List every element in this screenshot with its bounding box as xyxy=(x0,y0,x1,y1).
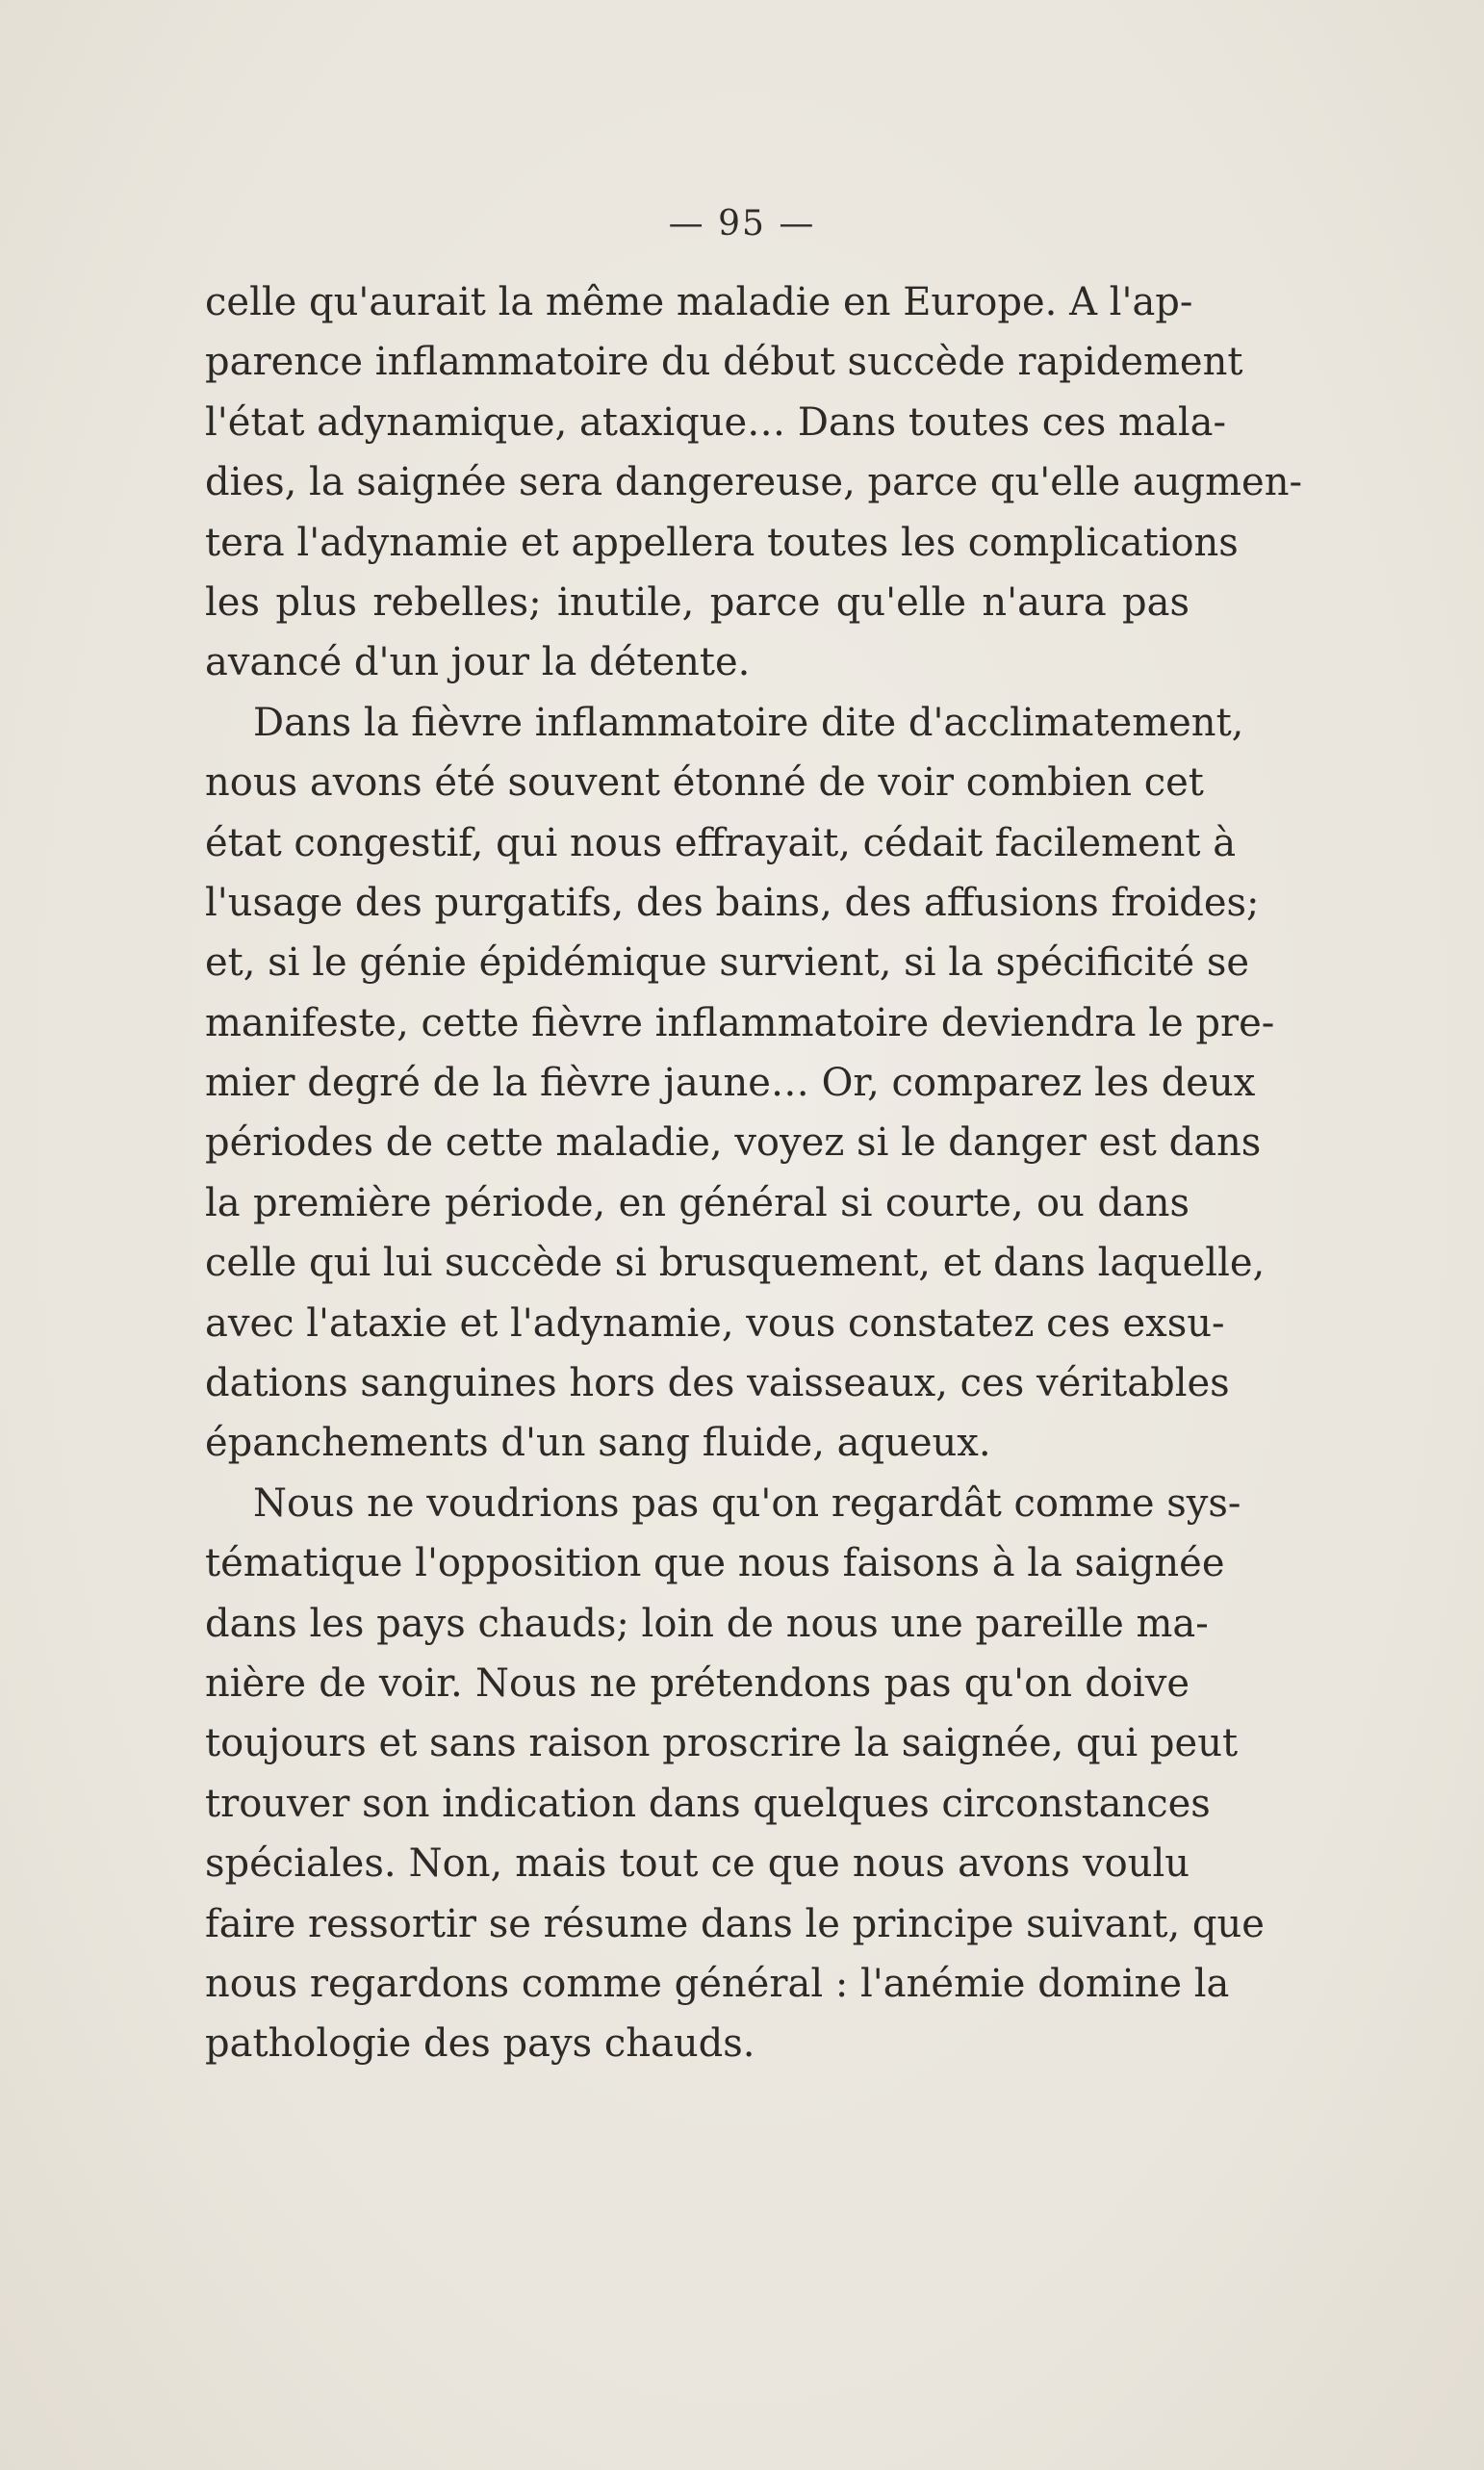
text-line: pathologie des pays chauds. xyxy=(205,2021,755,2067)
text-line: avec l'ataxie et l'adynamie, vous constatez ces exsu- xyxy=(205,1300,1225,1346)
text-line: Dans la fièvre inflammatoire dite d'acclimatement, xyxy=(253,700,1244,745)
text-line: toujours et sans raison proscrire la saignée, qui peut xyxy=(205,1721,1239,1766)
text-line: dations sanguines hors des vaisseaux, ces véritables xyxy=(205,1361,1230,1406)
body-text xyxy=(205,272,1302,2074)
text-line: avancé d'un jour la détente. xyxy=(205,640,751,685)
text-line: nière de voir. Nous ne prétendons pas qu'on doive xyxy=(205,1660,1190,1706)
text-line: l'état adynamique, ataxique… Dans toutes ces mala- xyxy=(205,399,1226,445)
text-line: les plus rebelles; inutile, parce qu'elle n'aura pas xyxy=(205,579,1190,625)
text-line: la première période, en général si courte, ou dans xyxy=(205,1180,1190,1225)
text-line: état congestif, qui nous effrayait, cédait facilement à xyxy=(205,820,1237,865)
text-line: Nous ne voudrions pas qu'on regardât comme sys- xyxy=(253,1480,1241,1526)
text-line: l'usage des purgatifs, des bains, des affusions froides; xyxy=(205,880,1260,925)
text-line: spéciales. Non, mais tout ce que nous avons voulu xyxy=(205,1841,1190,1887)
text-line: épanchements d'un sang fluide, aqueux. xyxy=(205,1421,991,1466)
text-line: manifeste, cette fièvre inflammatoire deviendra le pre- xyxy=(205,1000,1275,1045)
text-line: celle qu'aurait la même maladie en Europe. A l'ap- xyxy=(205,280,1193,324)
text-line: périodes de cette maladie, voyez si le danger est dans xyxy=(205,1120,1262,1166)
text-line: et, si le génie épidémique survient, si la spécificité se xyxy=(205,940,1250,986)
text-line: parence inflammatoire du début succède rapidement xyxy=(205,340,1243,385)
page-number: — 95 — xyxy=(668,204,816,244)
text-line: trouver son indication dans quelques circonstances xyxy=(205,1781,1211,1826)
text-line: tera l'adynamie et appellera toutes les complications xyxy=(205,520,1239,565)
text-line: nous regardons comme général : l'anémie domine la xyxy=(205,1961,1230,2006)
text-line: mier degré de la fièvre jaune… Or, comparez les deux xyxy=(205,1061,1256,1106)
text-line: tématique l'opposition que nous faisons à la saignée xyxy=(205,1541,1225,1586)
text-line: nous avons été souvent étonné de voir combien cet xyxy=(205,760,1204,806)
text-line: dies, la saignée sera dangereuse, parce qu'elle augmen- xyxy=(205,460,1302,505)
text-line: dans les pays chauds; loin de nous une pareille ma- xyxy=(205,1601,1209,1646)
text-line: celle qui lui succède si brusquement, et dans laquelle, xyxy=(205,1241,1266,1286)
text-line: faire ressortir se résume dans le principe suivant, que xyxy=(205,1901,1265,1946)
